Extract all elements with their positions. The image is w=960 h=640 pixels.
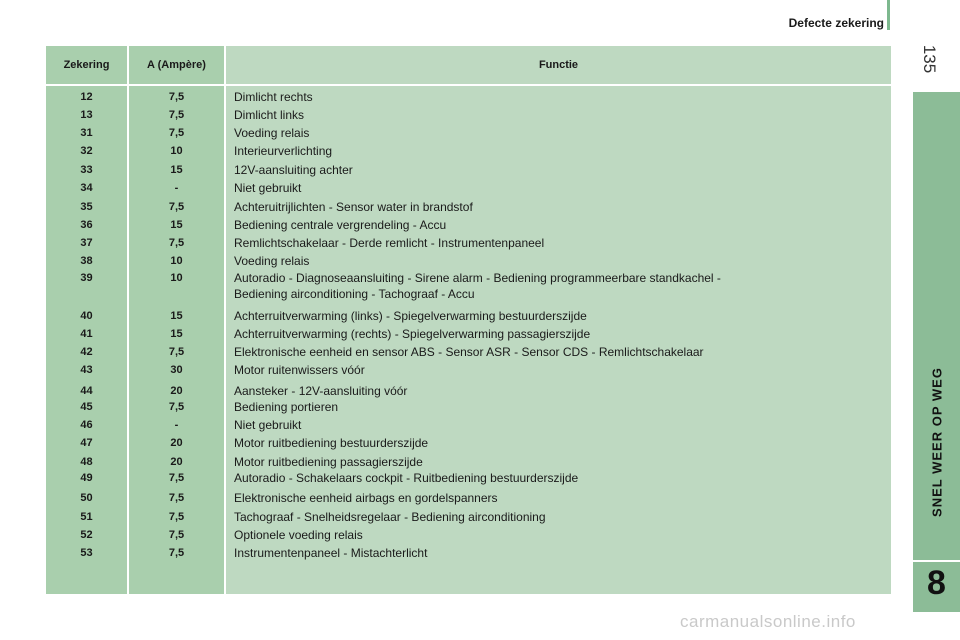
fuse-number: 32 (80, 145, 93, 157)
amperage: 7,5 (168, 547, 185, 559)
watermark: carmanualsonline.info (680, 612, 856, 631)
fuse-number: 48 (80, 456, 93, 468)
chapter-divider (913, 560, 960, 562)
amperage: 7,5 (168, 127, 185, 139)
amperage: 7,5 (168, 529, 185, 541)
amperage: 7,5 (168, 201, 185, 213)
fuse-number: 35 (80, 201, 93, 213)
function-description: Interieurverlichting (234, 144, 333, 158)
amperage: 10 (170, 272, 183, 284)
fuse-number: 41 (80, 328, 93, 340)
function-description: Achteruitrijlichten - Sensor water in brandstof (234, 200, 473, 214)
fuse-number: 43 (80, 364, 93, 376)
fuse-table (46, 46, 891, 594)
function-description: Dimlicht links (234, 108, 305, 122)
function-description: Bediening portieren (234, 400, 339, 414)
amperage: 10 (170, 145, 183, 157)
function-description: Tachograaf - Snelheidsregelaar - Bediening airconditioning (234, 510, 546, 524)
fuse-number: 33 (80, 164, 93, 176)
fuse-number: 36 (80, 219, 93, 231)
function-description: Elektronische eenheid airbags en gordelspanners (234, 491, 498, 505)
header-amp: A (Ampère) (147, 59, 206, 71)
amperage: 7,5 (168, 401, 185, 413)
fuse-number: 47 (80, 437, 93, 449)
fuse-number: 46 (80, 419, 93, 431)
amperage: 15 (170, 164, 183, 176)
fuse-number: 13 (80, 109, 93, 121)
amperage: 15 (170, 219, 183, 231)
function-description: Autoradio - Diagnoseaansluiting - Sirene alarm - Bediening programmeerbare standkachel - Bediening airconditioning - Tachograaf - Accu (234, 271, 721, 301)
fuse-number: 44 (80, 385, 93, 397)
chapter-side-tab (913, 92, 960, 612)
fuse-number: 52 (80, 529, 93, 541)
amperage: 7,5 (168, 237, 185, 249)
fuse-number: 40 (80, 310, 93, 322)
amperage: 15 (170, 328, 183, 340)
amperage: 20 (170, 456, 183, 468)
fuse-number: 31 (80, 127, 93, 139)
fuse-number: 42 (80, 346, 93, 358)
amperage: 20 (170, 385, 183, 397)
function-description: Motor ruitenwissers vóór (234, 363, 365, 377)
function-description: Motor ruitbediening passagierszijde (234, 455, 423, 469)
function-description: Achterruitverwarming (links) - Spiegelverwarming bestuurderszijde (234, 309, 587, 323)
function-description: Motor ruitbediening bestuurderszijde (234, 436, 429, 450)
function-description: Niet gebruikt (234, 418, 302, 432)
function-description: 12V-aansluiting achter (234, 163, 353, 177)
header-accent-bar (887, 0, 890, 30)
amperage: 10 (170, 255, 183, 267)
page-section-title: Defecte zekering (788, 16, 884, 30)
table-body (46, 46, 891, 594)
fuse-number: 50 (80, 492, 93, 504)
fuse-number: 39 (80, 272, 93, 284)
fuse-number: 45 (80, 401, 93, 413)
header-function: Functie (538, 59, 579, 71)
fuse-number: 53 (80, 547, 93, 559)
function-description: Optionele voeding relais (234, 528, 363, 542)
amperage: 15 (170, 310, 183, 322)
chapter-title: SNEL WEER OP WEG (929, 367, 944, 517)
amperage: 7,5 (168, 511, 185, 523)
fuse-number: 37 (80, 237, 93, 249)
amperage: 7,5 (168, 91, 185, 103)
function-description: Dimlicht rechts (234, 90, 313, 104)
function-description: Voeding relais (234, 254, 310, 268)
fuse-number: 51 (80, 511, 93, 523)
function-description: Bediening centrale vergrendeling - Accu (234, 218, 447, 232)
amperage: 30 (170, 364, 183, 376)
fuse-number: 49 (80, 472, 93, 484)
amperage: 7,5 (168, 109, 185, 121)
amperage: 7,5 (168, 492, 185, 504)
fuse-number: 38 (80, 255, 93, 267)
chapter-number: 8 (927, 564, 946, 602)
amperage: - (174, 182, 179, 194)
function-description: Niet gebruikt (234, 181, 302, 195)
amperage: 7,5 (168, 472, 185, 484)
amperage: 7,5 (168, 346, 185, 358)
page-number: 135 (920, 44, 939, 74)
amperage: - (174, 419, 179, 431)
fuse-number: 12 (80, 91, 93, 103)
function-description: Elektronische eenheid en sensor ABS - Sensor ASR - Sensor CDS - Remlichtschakelaar (234, 345, 704, 359)
chapter-title-box (913, 292, 960, 592)
function-description: Voeding relais (234, 126, 310, 140)
function-description: Instrumentenpaneel - Mistachterlicht (234, 546, 428, 560)
header-fuse: Zekering (63, 59, 110, 71)
function-description: Remlichtschakelaar - Derde remlicht - Instrumentenpaneel (234, 236, 545, 250)
fuse-number: 34 (80, 182, 93, 194)
function-description: Autoradio - Schakelaars cockpit - Ruitbediening bestuurderszijde (234, 471, 579, 485)
function-description: Aansteker - 12V-aansluiting vóór (234, 384, 408, 398)
amperage: 20 (170, 437, 183, 449)
function-description: Achterruitverwarming (rechts) - Spiegelverwarming passagierszijde (234, 327, 591, 341)
